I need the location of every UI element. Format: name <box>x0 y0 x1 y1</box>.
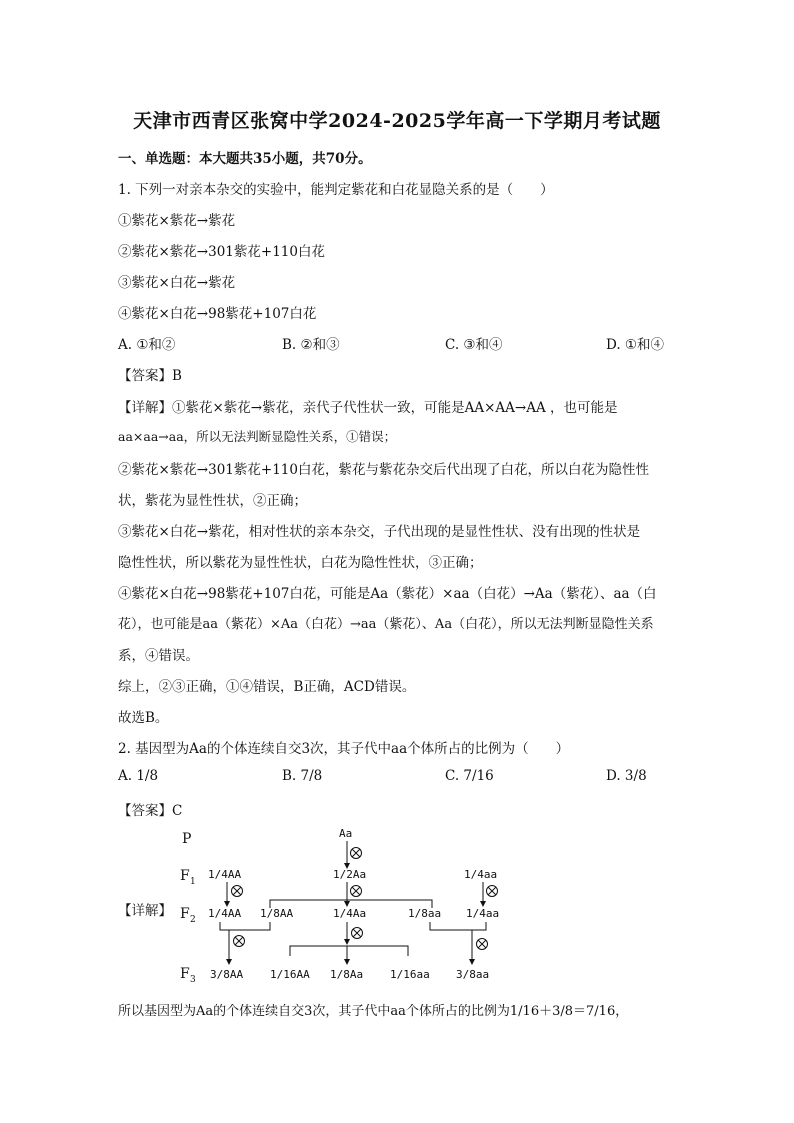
q1-item-2: ②紫花×紫花→301紫花+110白花 <box>118 244 325 260</box>
section-heading: 一、单选题：本大题共35小题，共70分。 <box>118 151 372 167</box>
genotype-f3: 1/16AA <box>270 968 310 981</box>
q2-option-d: D. 3/8 <box>606 768 647 784</box>
page-title: 天津市西青区张窝中学2024-2025学年高一下学期月考试题 <box>133 110 661 132</box>
q1-item-1: ①紫花×紫花→紫花 <box>118 213 236 229</box>
genotype-f1: 1/2Aa <box>333 868 367 881</box>
q1-explain-line: 【详解】①紫花×紫花→紫花，亲代子代性状一致，可能是AA×AA→AA ，也可能是 <box>118 400 618 416</box>
genotype-f3: 1/8Aa <box>330 968 364 981</box>
bracket <box>290 946 408 956</box>
q2-option-c: C. 7/16 <box>445 768 494 784</box>
q1-option-b: B. ②和③ <box>282 337 340 353</box>
q1-answer: 【答案】B <box>118 368 182 384</box>
genotype-f3: 3/8aa <box>456 968 490 981</box>
q1-explain-line: 状，紫花为显性性状，②正确； <box>118 493 307 509</box>
q1-explain-line: ④紫花×白花→98紫花+107白花，可能是Aa（紫花）×aa（白花）→Aa（紫花）、aa（白 <box>118 586 657 602</box>
genotype-f1: 1/4aa <box>464 868 498 881</box>
q2-answer: 【答案】C <box>118 803 183 819</box>
q2-conclusion: 所以基因型为Aa的个体连续自交3次，其子代中aa个体所占的比例为1/16＋3/8＝7/16， <box>118 1004 629 1019</box>
q1-option-c: C. ③和④ <box>445 337 503 353</box>
q1-explain-line: ③紫花×白花→紫花，相对性状的亲本杂交，子代出现的是显性性状、没有出现的性状是 <box>118 524 641 540</box>
q1-item-3: ③紫花×白花→紫花 <box>118 275 236 291</box>
q1-option-d: D. ①和④ <box>606 337 665 353</box>
genotype-p: Aa <box>339 827 353 840</box>
q1-explain-line: 系，④错误。 <box>118 648 199 664</box>
q2-option-b: B. 7/8 <box>282 768 323 784</box>
gen-label-f2: F <box>180 906 190 922</box>
gen-sub-f3: 3 <box>190 975 196 985</box>
q1-explain-line: aa×aa→aa，所以无法判断显隐性关系，①错误； <box>118 429 397 444</box>
genotype-f3: 3/8AA <box>210 968 244 981</box>
q1-explain-line: ②紫花×紫花→301紫花+110白花，紫花与紫花杂交后代出现了白花，所以白花为隐性性 <box>118 462 649 478</box>
gen-sub-f2: 2 <box>190 915 196 925</box>
genotype-f2: 1/8aa <box>408 907 442 920</box>
genotype-f2: 1/8AA <box>260 907 294 920</box>
gen-label-f3: F <box>180 966 190 982</box>
q2-stem: 2. 基因型为Aa的个体连续自交3次，其子代中aa个体所占的比例为（ ） <box>118 741 570 757</box>
genotype-f2: 1/4aa <box>466 907 500 920</box>
gen-label-f1: F <box>180 868 190 884</box>
genotype-f2: 1/4AA <box>208 907 242 920</box>
q1-explain-line: 综上，②③正确，①④错误，B正确，ACD错误。 <box>118 679 416 695</box>
q1-explain-line: 故选B。 <box>118 710 169 726</box>
q1-explain-line: 隐性性状，所以紫花为显性性状，白花为隐性性状，③正确； <box>118 555 483 571</box>
q2-option-a: A. 1/8 <box>118 768 159 784</box>
genotype-f1: 1/4AA <box>208 868 242 881</box>
selfing-diagram <box>0 820 794 990</box>
gen-sub-f1: 1 <box>190 877 196 887</box>
gen-label-p: P <box>182 831 192 847</box>
q2-explain-label: 【详解】 <box>118 903 172 919</box>
q1-explain-line: 花），也可能是aa（紫花）×Aa（白花）→aa（紫花）、Aa（白花），所以无法判断显隐性关系 <box>118 617 654 632</box>
genotype-f2: 1/4Aa <box>333 907 367 920</box>
q1-option-a: A. ①和② <box>118 337 176 353</box>
genotype-f3: 1/16aa <box>390 968 430 981</box>
q1-item-4: ④紫花×白花→98紫花+107白花 <box>118 306 317 322</box>
q1-stem: 1. 下列一对亲本杂交的实验中，能判定紫花和白花显隐关系的是（ ） <box>118 182 554 198</box>
